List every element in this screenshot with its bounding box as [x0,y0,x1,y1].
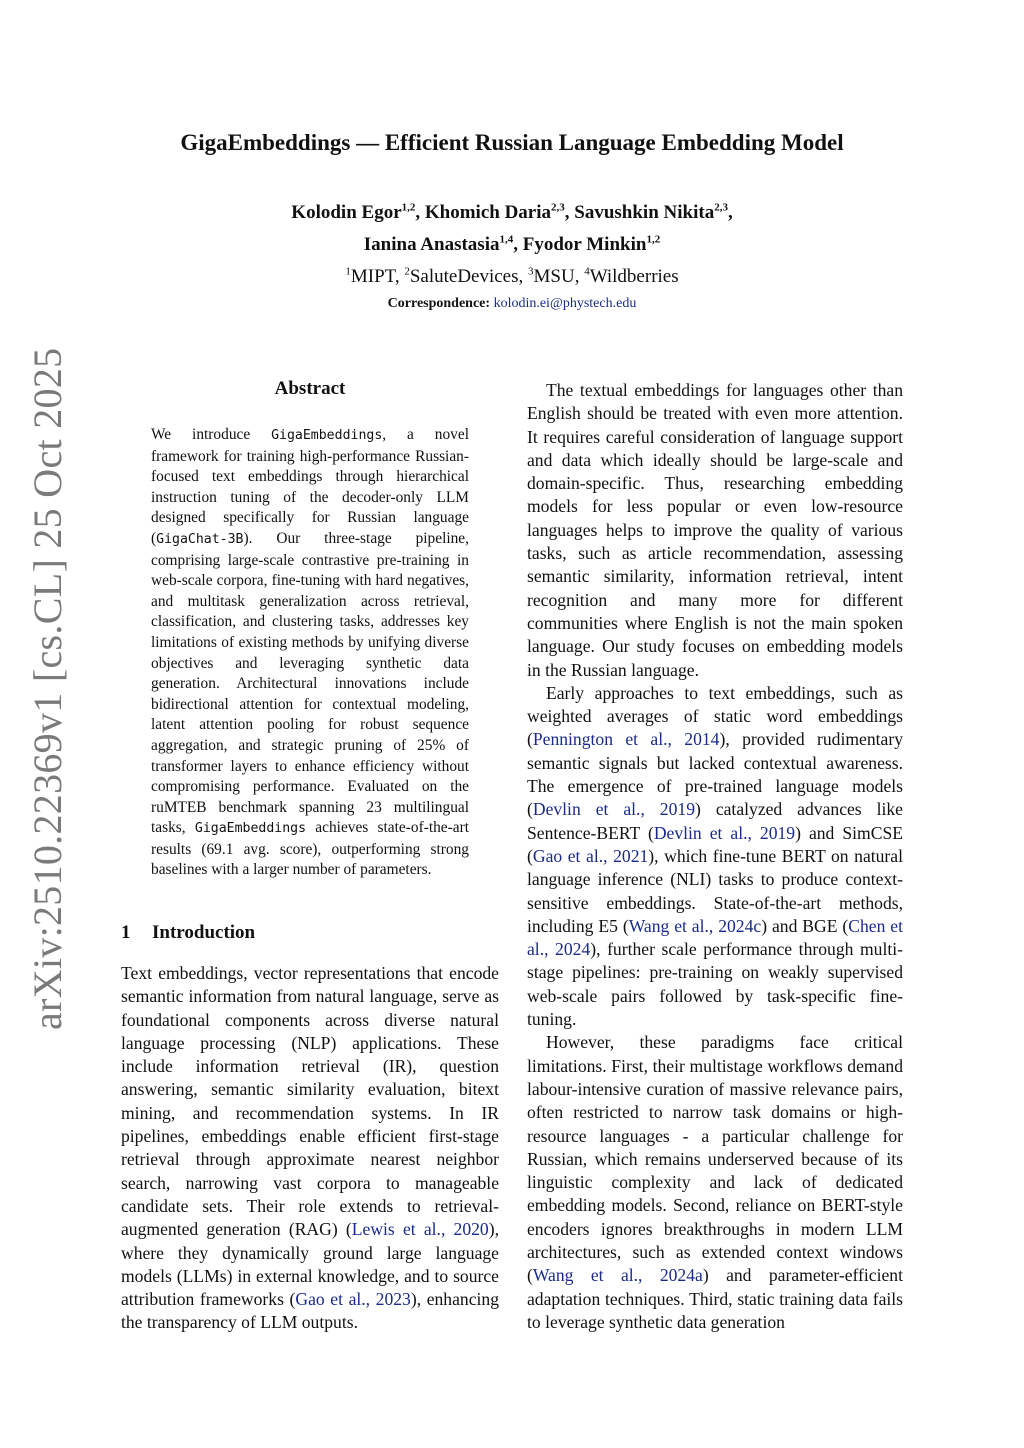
paragraph: The textual embeddings for languages other than English should be treated with even more attention. It requires careful consideration of language support and data which ideally should be large-scale and domain-specific. Thus, researching embedding models for less popular or even low-resource languages helps to improve the quality of various tasks, such as article recommendation, assessing semantic similarity, information retrieval, intent recognition and many more for different communities where English is not the main spoken language. Our study focuses on embedding models in the Russian language. [527,380,903,680]
arxiv-identifier[interactable]: arXiv:2510.22369v1 [cs.CL] 25 Oct 2025 [25,347,70,1030]
citation-link[interactable]: Gao et al., 2021 [532,845,649,866]
citation-link[interactable]: Gao et al., 2023 [295,1289,411,1310]
correspondence [0,296,1024,312]
section-number: 1 [121,922,131,943]
affiliation: $^1$MIPT, [345,266,405,288]
author: Kolodin Egor$^{1,2}$, [291,202,425,224]
right-column-body [527,379,903,1334]
paper-title: GigaEmbeddings — Efficient Russian Language Embedding Model [180,130,844,155]
paragraph: Early approaches to text embeddings, such as weighted averages of static word embeddings (Pennington et al., 2014), provided rudimentary semantic signals but lacked contextual awareness. The emergence of pre-trained language models (Devlin et al., 2019) catalyzed advances like Sentence-BERT (Devlin et al., 2019) and SimCSE (Gao et al., 2021), which fine-tune BERT on natural language inference (NLI) tasks to produce context-sensitive embeddings. State-of-the-art methods, including E5 (Wang et al., 2024c) and BGE (Chen et al., 2024), further scale performance through multi-stage pipelines: pre-training on weakly supervised web-scale pairs followed by task-specific fine-tuning. [527,682,903,1030]
section-heading-introduction [121,922,501,944]
author: Ianina Anastasia$^{1,4}$, [363,233,523,255]
section-title: Introduction [152,922,256,943]
author: Savushkin Nikita$^{2,3}$, [574,202,733,224]
correspondence-email-link[interactable]: kolodin.ei@phystech.edu [493,296,637,311]
affiliation: $^3$MSU, [528,266,585,288]
affiliation: $^4$Wildberries [584,266,679,288]
abstract-body: We introduce GigaEmbeddings, a novel framework for training high-performance Russian-focused text embeddings through hierarchical instruction tuning of the decoder-only LLM designed specifically for Russian language (GigaChat-3B). Our three-stage pipeline, comprising large-scale contrastive pre-training in web-scale corpora, fine-tuning with hard negatives, and multitask generalization across retrieval, classification, and clustering tasks, addresses key limitations of existing methods by unifying diverse objectives and leveraging synthetic data generation. Architectural innovations include bidirectional attention for contextual modeling, latent attention pooling for robust sequence aggregation, and strategic pruning of 25% of transformer layers to enhance efficiency without compromising performance. Evaluated on the ruMTEB benchmark spanning 23 multilingual tasks, GigaEmbeddings achieves state-of-the-art results (69.1 avg. score), outperforming strong baselines with a larger number of parameters. [151,426,469,879]
affiliations [0,266,1024,288]
code-term: GigaEmbeddings [194,821,307,837]
citation-link[interactable]: Devlin et al., 2019 [532,799,695,820]
citation-link[interactable]: Wang et al., 2024c [628,915,762,936]
citation-link[interactable]: Lewis et al., 2020 [351,1219,489,1240]
citation-link[interactable]: Chen et al., 2024 [527,915,903,960]
code-term: GigaEmbeddings [271,428,383,443]
paragraph: However, these paradigms face critical limitations. First, their multistage workflows demand labour-intensive curation of massive relevance pairs, often restricted to narrow task domains or high-resource languages - a particular challenge for Russian, which remains underserved because of its linguistic complexity and lack of dedicated embedding models. Second, reliance on BERT-style encoders ignores breakthroughs in modern LLM architectures, such as extended context windows (Wang et al., 2024a) and parameter-efficient adaptation techniques. Third, static training data fails to leverage synthetic data generation [527,1032,903,1332]
author: Fyodor Minkin$^{1,2}$ [522,233,661,255]
paragraph: Text embeddings, vector representations that encode semantic information from natural language, serve as foundational components across diverse natural language processing (NLP) applications. These include information retrieval (IR), question answering, semantic similarity evaluation, bitext mining, and recommendation systems. In IR pipelines, embeddings enable efficient first-stage retrieval through approximate nearest neighbor search, narrowing vast corpora to manageable candidate sets. Their role extends to retrieval-augmented generation (RAG) (Lewis et al., 2020), where they dynamically ground large language models (LLMs) in external knowledge, and to source attribution frameworks (Gao et al., 2023), enhancing the transparency of LLM outputs. [121,963,499,1333]
abstract-heading: Abstract [274,378,346,399]
citation-link[interactable]: Wang et al., 2024a [532,1265,703,1286]
left-column-body [121,962,499,1335]
author: Khomich Daria$^{2,3}$, [424,202,575,224]
citation-link[interactable]: Pennington et al., 2014 [532,729,720,750]
correspondence-label: Correspondence: [387,296,491,311]
citation-link[interactable]: Devlin et al., 2019 [653,822,796,843]
affiliation: $^2$SaluteDevices, [404,266,529,288]
code-term: GigaChat-3B [156,531,244,547]
author-list [0,195,1024,258]
